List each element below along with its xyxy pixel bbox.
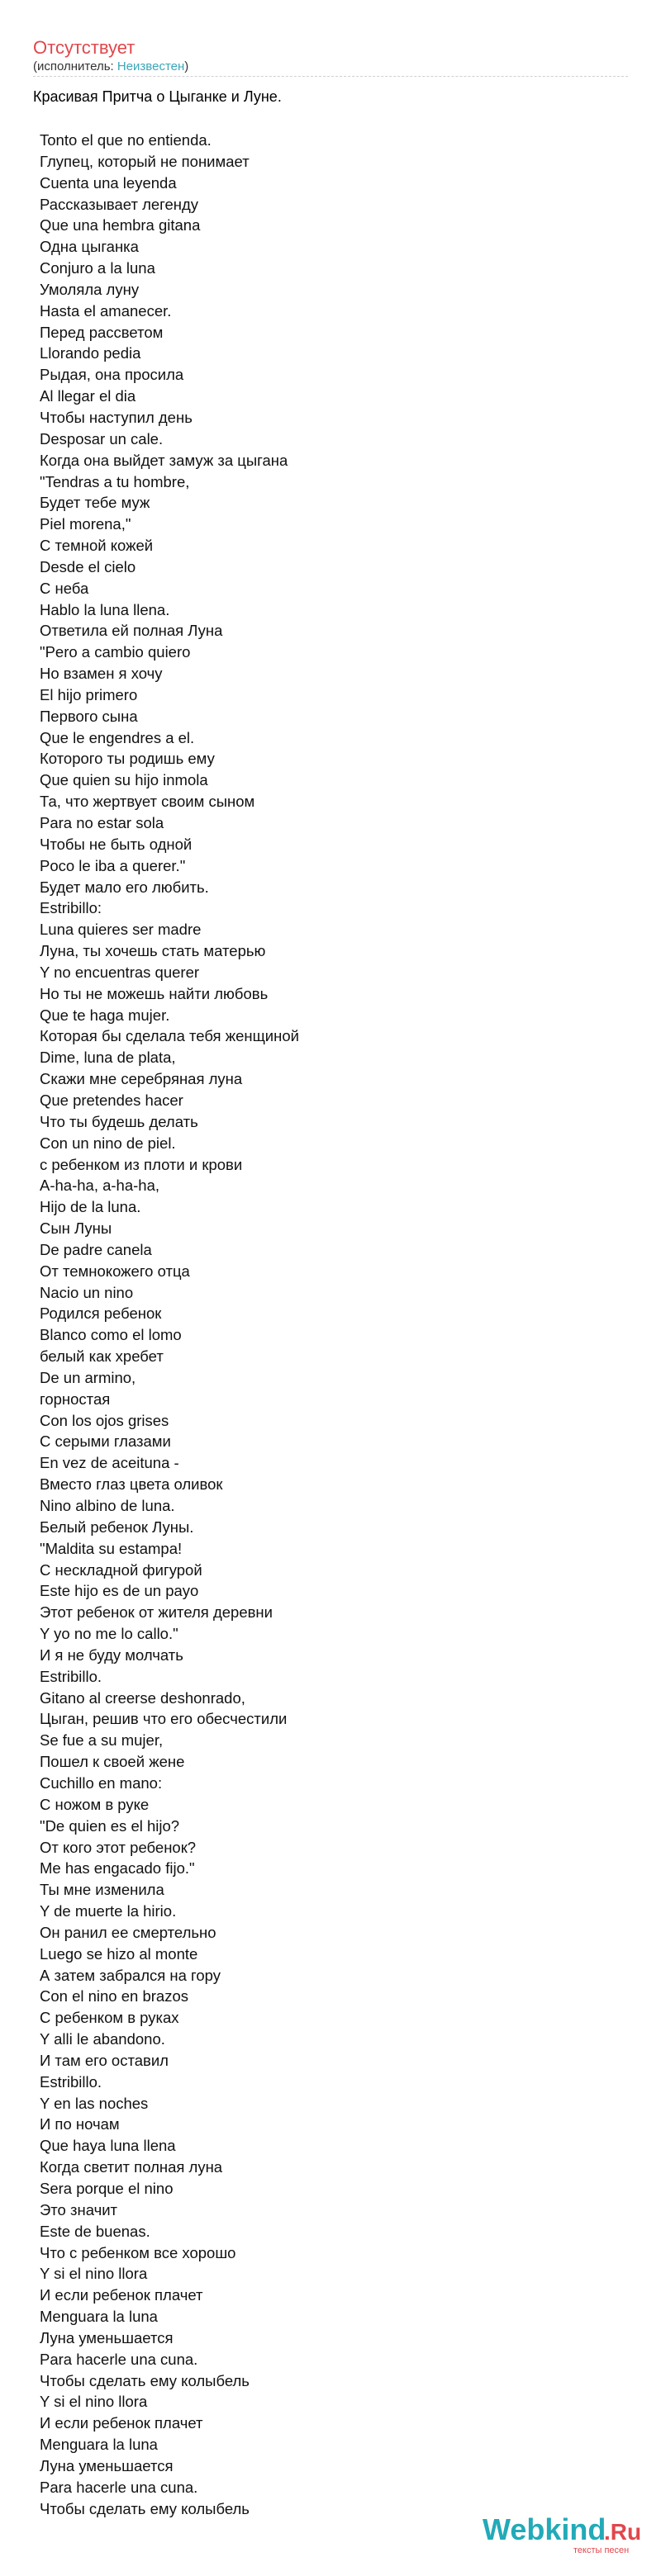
lyric-line: Conjuro a la luna bbox=[40, 259, 155, 277]
lyric-line: A-ha-ha, a-ha-ha, bbox=[40, 1177, 160, 1195]
header-divider bbox=[33, 76, 628, 77]
lyric-line: Hijo de la luna. bbox=[40, 1198, 141, 1216]
song-heading: Красивая Притча о Цыганке и Луне. bbox=[33, 88, 282, 105]
lyric-line: Que le engendres a el. bbox=[40, 728, 195, 746]
lyric-line: Цыган, решив что его обесчестили bbox=[40, 1710, 288, 1728]
lyric-line: Al llegar el dia bbox=[40, 387, 136, 405]
lyric-line: С темной кожей bbox=[40, 537, 154, 555]
lyric-line: Что с ребенком все хорошо bbox=[40, 2243, 236, 2261]
lyric-line: Que te haga mujer. bbox=[40, 1006, 170, 1024]
lyric-line: И если ребенок плачет bbox=[40, 2286, 203, 2304]
lyric-line: Estribillo. bbox=[40, 1667, 102, 1685]
lyric-line: Та, что жертвует своим сыном bbox=[40, 793, 255, 811]
lyric-line: Луна уменьшается bbox=[40, 2328, 174, 2346]
lyric-line: С ножом в руке bbox=[40, 1795, 150, 1813]
lyric-line: белый как хребет bbox=[40, 1347, 164, 1366]
lyric-line: Dime, luna de plata, bbox=[40, 1049, 176, 1067]
lyric-line: С ребенком в руках bbox=[40, 2009, 179, 2027]
lyric-line: И я не буду молчать bbox=[40, 1646, 183, 1664]
logo-tagline: тексты песен bbox=[573, 2545, 630, 2555]
lyric-line: Para no estar sola bbox=[40, 814, 164, 831]
logo-word: Webkind bbox=[483, 2512, 606, 2546]
lyric-line: Y si el nino llora bbox=[40, 2393, 148, 2411]
lyric-line: Cuchillo en mano: bbox=[40, 1773, 163, 1792]
lyric-line: Poco le iba a querer." bbox=[40, 856, 186, 874]
lyric-line: Когда светит полная луна bbox=[40, 2158, 223, 2176]
lyric-line: De padre canela bbox=[40, 1240, 152, 1258]
lyric-line: Луна уменьшается bbox=[40, 2456, 174, 2474]
lyric-line: С серыми глазами bbox=[40, 1432, 171, 1451]
lyric-line: Blanco como el lomo bbox=[40, 1326, 182, 1344]
lyric-line: Которая бы сделала тебя женщиной bbox=[40, 1027, 299, 1045]
lyric-line: Умоляла луну bbox=[40, 280, 140, 298]
lyric-line: "De quien es el hijo? bbox=[40, 1816, 180, 1835]
lyrics-list bbox=[40, 130, 618, 2520]
lyric-line: Будет тебе муж bbox=[40, 494, 150, 512]
lyric-line: Чтобы наступил день bbox=[40, 408, 193, 426]
lyric-line: Con un nino de piel. bbox=[40, 1134, 176, 1152]
lyric-line: Белый ребенок Луны. bbox=[40, 1518, 194, 1536]
lyric-line: "Maldita su estampa! bbox=[40, 1539, 183, 1557]
page-title: Отсутствует bbox=[33, 37, 136, 58]
lyric-line: Скажи мне серебряная луна bbox=[40, 1070, 243, 1088]
lyric-line: Y alli le abandono. bbox=[40, 2030, 165, 2048]
lyric-line: Сын Луны bbox=[40, 1219, 112, 1238]
lyric-line: А затем забрался на гору bbox=[40, 1966, 221, 1984]
lyric-line: Y en las noches bbox=[40, 2094, 149, 2112]
lyric-line: И если ребенок плачет bbox=[40, 2414, 203, 2432]
lyric-line: Desde el cielo bbox=[40, 557, 136, 575]
lyric-line: Que haya luna llena bbox=[40, 2137, 176, 2155]
lyric-line: Menguara la luna bbox=[40, 2308, 158, 2326]
lyric-line: "Tendras a tu hombre, bbox=[40, 472, 190, 490]
lyric-line: Para hacerle una cuna. bbox=[40, 2350, 198, 2368]
lyric-line: Que una hembra gitana bbox=[40, 216, 201, 234]
lyric-line: Piel morena," bbox=[40, 515, 131, 533]
lyric-line: Menguara la luna bbox=[40, 2436, 158, 2454]
artist-suffix: ) bbox=[184, 59, 189, 73]
lyric-line: Когда она выйдет замуж за цыгана bbox=[40, 451, 288, 469]
lyric-line: Он ранил ее смертельно bbox=[40, 1923, 216, 1941]
lyric-line: Родился ребенок bbox=[40, 1305, 162, 1323]
lyric-line: Que pretendes hacer bbox=[40, 1091, 183, 1109]
lyric-line: Чтобы сделать ему колыбель bbox=[40, 2499, 250, 2517]
lyric-line: Estribillo. bbox=[40, 2072, 102, 2091]
lyric-line: Первого сына bbox=[40, 707, 138, 725]
lyric-line: Desposar un cale. bbox=[40, 429, 164, 447]
artist-line bbox=[33, 58, 188, 76]
lyric-line: С нескладной фигурой bbox=[40, 1560, 202, 1579]
lyric-line: горностая bbox=[40, 1390, 111, 1408]
lyric-line: Y si el nino llora bbox=[40, 2265, 148, 2283]
lyric-line: И там его оставил bbox=[40, 2051, 169, 2069]
lyric-line: Nacio un nino bbox=[40, 1283, 134, 1301]
lyric-line: Con el nino en brazos bbox=[40, 1987, 188, 2005]
lyric-line: Luna quieres ser madre bbox=[40, 921, 202, 939]
lyric-line: Но взамен я хочу bbox=[40, 665, 163, 683]
lyric-line: Con los ojos grises bbox=[40, 1411, 169, 1429]
lyric-line: Чтобы сделать ему колыбель bbox=[40, 2371, 250, 2389]
lyric-line: Se fue a su mujer, bbox=[40, 1731, 164, 1750]
lyric-line: От кого этот ребенок? bbox=[40, 1838, 197, 1856]
lyric-line: Luego se hizo al monte bbox=[40, 1944, 198, 1963]
lyric-line: De un armino, bbox=[40, 1368, 136, 1386]
lyric-line: "Pero a cambio quiero bbox=[40, 643, 191, 661]
logo-tld: .Ru bbox=[604, 2519, 642, 2545]
lyric-line: Gitano al creerse deshonrado, bbox=[40, 1688, 245, 1707]
lyric-line: Перед рассветом bbox=[40, 323, 164, 341]
lyric-line: Que quien su hijo inmola bbox=[40, 771, 208, 789]
lyric-line: Tonto el que no entienda. bbox=[40, 131, 212, 149]
lyric-line: Глупец, который не понимает bbox=[40, 152, 250, 170]
lyric-line: Этот ребенок от жителя деревни bbox=[40, 1603, 273, 1622]
lyric-line: С неба bbox=[40, 579, 89, 597]
lyric-line: Para hacerle una cuna. bbox=[40, 2478, 198, 2496]
lyric-line: Hablo la luna llena. bbox=[40, 600, 170, 618]
lyric-line: El hijo primero bbox=[40, 685, 138, 703]
webkind-logo[interactable] bbox=[483, 2508, 648, 2559]
lyric-line: с ребенком из плоти и крови bbox=[40, 1155, 243, 1173]
lyric-line: Это значит bbox=[40, 2200, 118, 2218]
lyric-line: От темнокожего отца bbox=[40, 1262, 190, 1280]
lyric-line: Рассказывает легенду bbox=[40, 195, 199, 213]
lyric-line: Este hijo es de un payo bbox=[40, 1582, 199, 1600]
lyric-line: Y yo no me lo callo." bbox=[40, 1625, 178, 1643]
lyric-line: Estribillo: bbox=[40, 899, 102, 917]
lyric-line: Hasta el amanecer. bbox=[40, 301, 172, 320]
lyric-line: Луна, ты хочешь стать матерью bbox=[40, 942, 266, 960]
lyric-line: Me has engacado fijo." bbox=[40, 1859, 195, 1878]
lyric-line: Будет мало его любить. bbox=[40, 878, 209, 896]
lyric-line: Одна цыганка bbox=[40, 238, 139, 256]
lyric-line: Рыдая, она просила bbox=[40, 366, 184, 384]
lyric-line: Чтобы не быть одной bbox=[40, 835, 193, 853]
lyric-line: Y no encuentras querer bbox=[40, 963, 200, 981]
lyric-line: Но ты не можешь найти любовь bbox=[40, 984, 269, 1002]
lyric-line: Вместо глаз цвета оливок bbox=[40, 1475, 223, 1494]
lyric-line: En vez de aceituna - bbox=[40, 1454, 179, 1472]
artist-prefix: (исполнитель: bbox=[33, 59, 117, 73]
lyric-line: Ответила ей полная Луна bbox=[40, 622, 223, 640]
lyric-line: Cuenta una leyenda bbox=[40, 173, 177, 192]
lyric-line: Которого ты родишь ему bbox=[40, 750, 215, 768]
lyric-line: Пошел к своей жене bbox=[40, 1753, 185, 1771]
artist-link[interactable]: Неизвестен bbox=[117, 59, 185, 73]
lyric-line: Este de buenas. bbox=[40, 2222, 150, 2240]
lyric-line: Sera porque el nino bbox=[40, 2180, 174, 2197]
lyric-line: Y de muerte la hirio. bbox=[40, 1902, 177, 1920]
lyric-line: Llorando pedia bbox=[40, 344, 141, 362]
lyric-line: Nino albino de luna. bbox=[40, 1497, 175, 1514]
lyric-line: И по ночам bbox=[40, 2115, 120, 2133]
lyric-line: Что ты будешь делать bbox=[40, 1112, 198, 1130]
lyric-line: Ты мне изменила bbox=[40, 1881, 164, 1899]
